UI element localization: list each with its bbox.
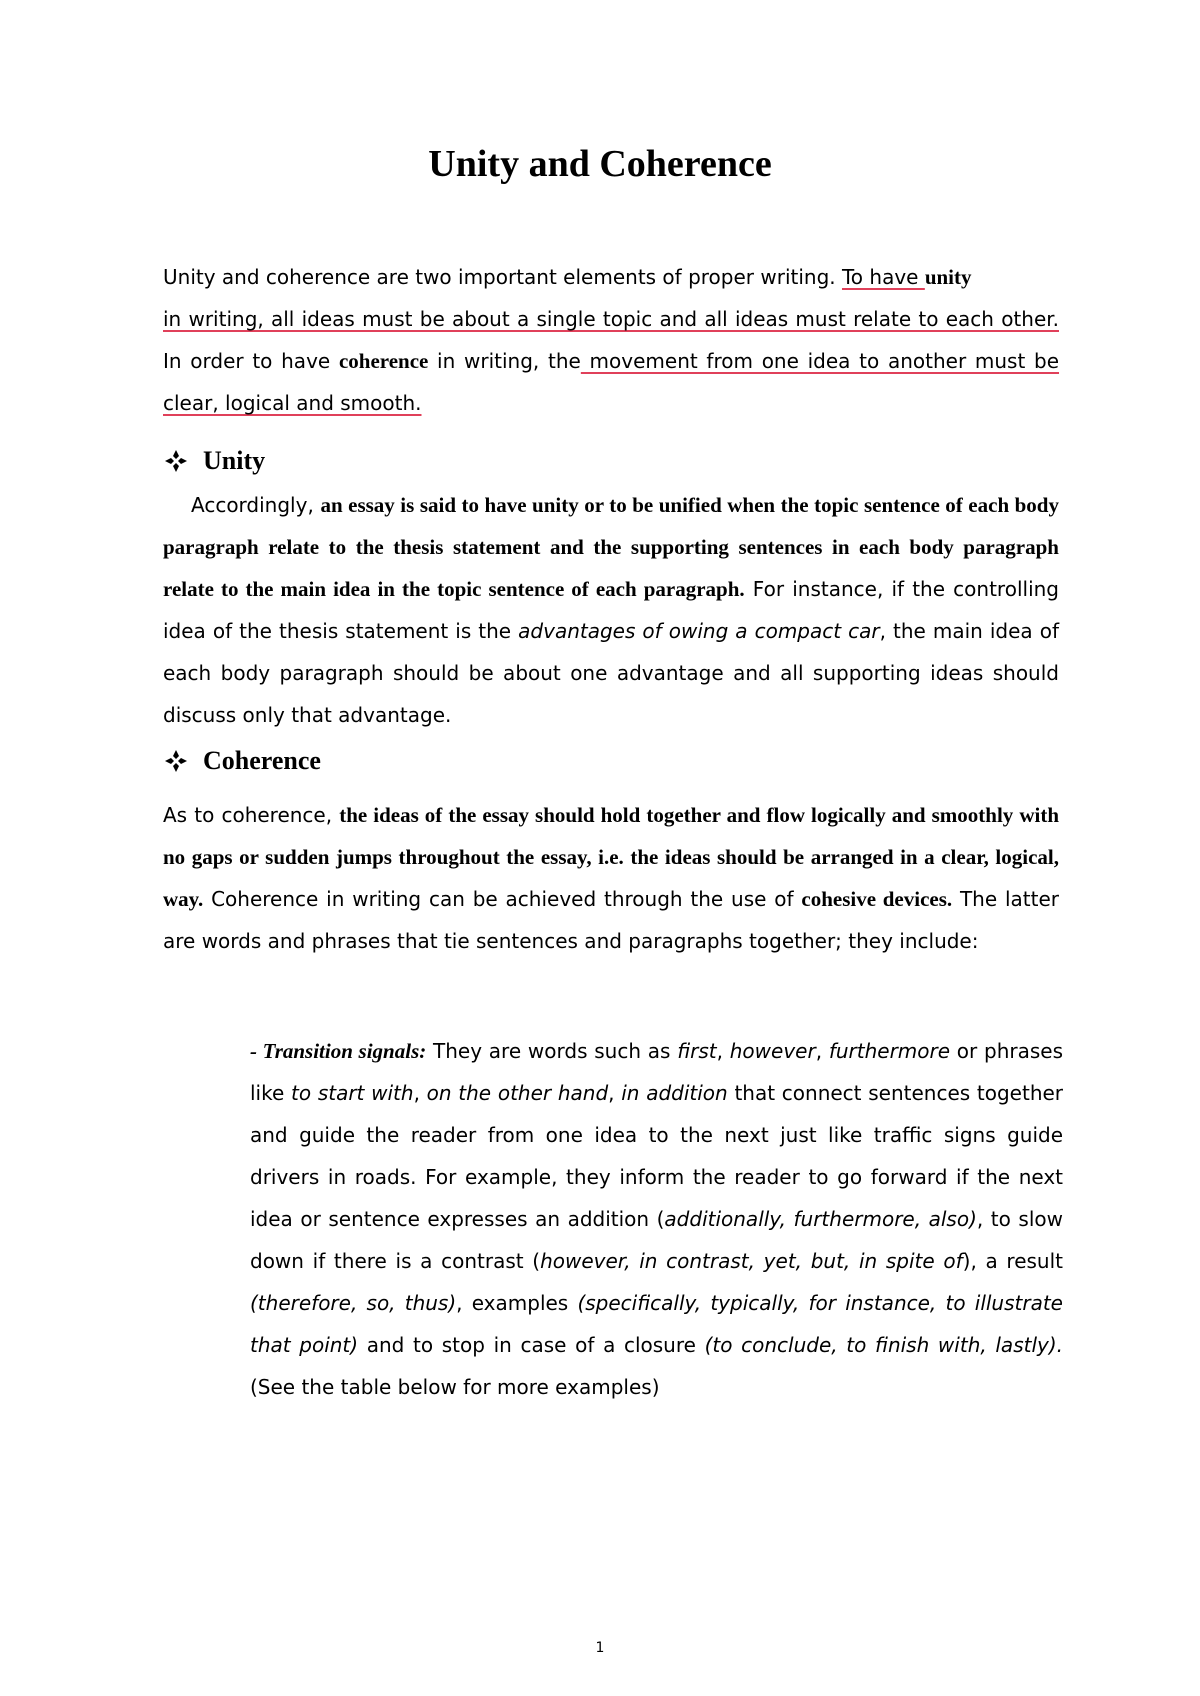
transition-example: however (729, 1039, 816, 1063)
transition-example: (to conclude, to finish with, lastly). (704, 1333, 1064, 1357)
unity-paragraph (163, 484, 1059, 736)
transition-label: - Transition signals: (250, 1039, 427, 1063)
diamond-bullet-icon (163, 448, 189, 474)
coherence-text: As to coherence, (163, 803, 340, 827)
intro-text: To have (841, 265, 925, 289)
intro-text: in writing, all ideas must be about a single topic and all ideas must relate to each other. (163, 307, 1059, 331)
section-heading-label: Coherence (203, 746, 321, 775)
transition-example: to start with (291, 1081, 414, 1105)
transition-text: (See the table below for more examples) (250, 1375, 660, 1399)
section-heading-label: Unity (203, 446, 266, 475)
transition-text: They are words such as (426, 1039, 678, 1063)
intro-text: In order to have (163, 349, 339, 373)
transition-example: furthermore (828, 1039, 951, 1063)
intro-text: in writing, the (428, 349, 581, 373)
transition-signals-paragraph (250, 1030, 1063, 1408)
unity-text: Accordingly, (191, 493, 321, 517)
transition-text: , examples (456, 1291, 578, 1315)
section-heading-unity (163, 446, 265, 476)
unity-text: , the main idea of each body paragraph should be about one advantage and all supporting ideas should discuss only that advantage. (163, 619, 1059, 727)
transition-text: , (413, 1081, 427, 1105)
intro-text: movement from one idea to another must be clear, logical and smooth. (163, 349, 1060, 415)
coherence-text: The latter are words and phrases that tie sentences and paragraphs together; they include: (163, 887, 1060, 953)
transition-text: , (815, 1039, 829, 1063)
page-number: 1 (595, 1640, 605, 1656)
intro-keyword-unity: unity (924, 265, 972, 289)
unity-text: For instance, if the controlling idea of the thesis statement is the (163, 577, 1059, 643)
transition-example: in addition (621, 1081, 728, 1105)
transition-example: (specifically, typically, for instance, to illustrate that point) (250, 1291, 1063, 1357)
section-heading-coherence (163, 746, 321, 776)
intro-paragraph (163, 256, 1059, 424)
coherence-keyword: cohesive devices. (801, 887, 953, 911)
transition-text: or phrases like (250, 1039, 1064, 1105)
page-title: Unity and Coherence (428, 143, 772, 185)
intro-text: Unity and coherence are two important elements of proper writing. (163, 265, 842, 289)
transition-text: that connect sentences together and guide the reader from one idea to the next just like traffic signs guide drivers in roads. For example, they inform the reader to go forward if the next idea or sentence expresses an addition ( (250, 1081, 1064, 1231)
unity-italic-text: advantages of owing a compact car (518, 619, 880, 643)
coherence-text: Coherence in writing can be achieved through the use of (203, 887, 802, 911)
transition-example: however, in contrast, yet, but, in spite of (540, 1249, 963, 1273)
transition-example: on the other hand (426, 1081, 609, 1105)
unity-bold-text: an essay is said to have unity or to be unified when the topic sentence of each body paragraph relate to the thesis statement and the supporting sentences in each body paragraph relate to the main idea in the topic sentence of each paragraph. (163, 493, 1059, 601)
transition-text: , to slow down if there is a contrast ( (250, 1207, 1063, 1273)
transition-example: (therefore, so, thus) (250, 1291, 457, 1315)
intro-keyword-coherence: coherence (338, 349, 429, 373)
transition-text: ), a result (962, 1249, 1063, 1273)
transition-text: and to stop in case of a closure (358, 1333, 705, 1357)
diamond-bullet-icon (163, 748, 189, 774)
transition-text: , (716, 1039, 730, 1063)
transition-example: additionally, furthermore, also) (664, 1207, 977, 1231)
transition-example: first (677, 1039, 717, 1063)
transition-text: , (608, 1081, 622, 1105)
coherence-paragraph (163, 794, 1059, 962)
coherence-bold-text: the ideas of the essay should hold together and flow logically and smoothly with no gaps or sudden jumps throughout the essay, i.e. the ideas should be arranged in a clear, logical, way. (163, 803, 1059, 911)
